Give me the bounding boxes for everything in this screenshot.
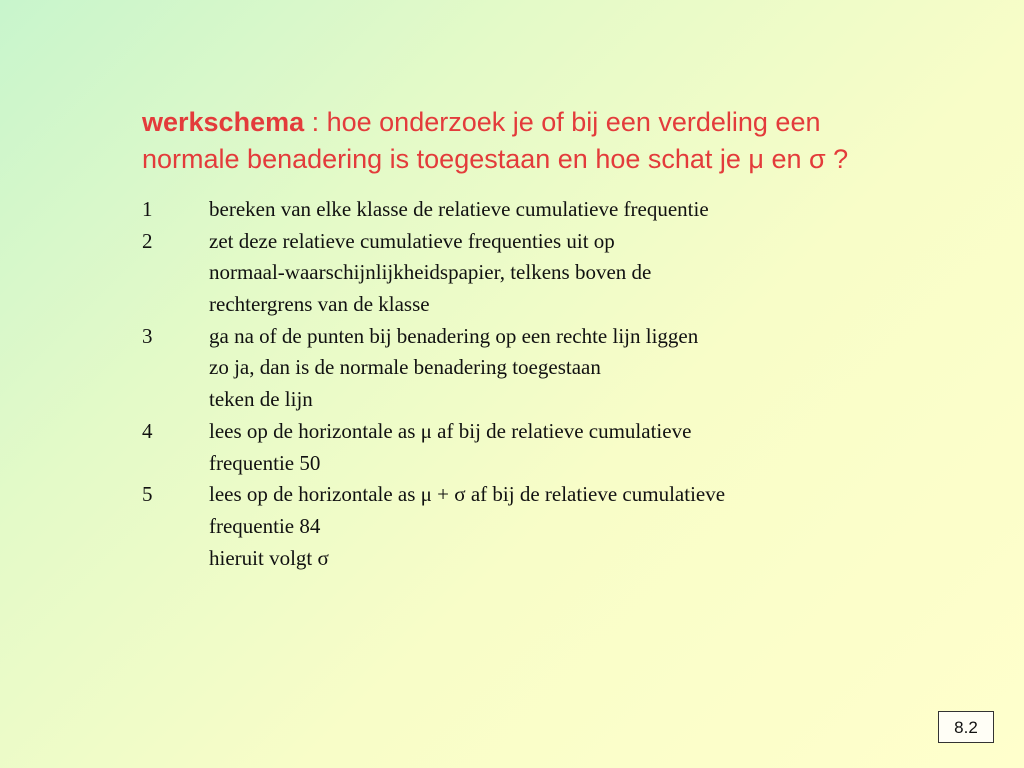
step-text: lees op de horizontale as μ + σ af bij de relatieve cumulatieve: [209, 482, 726, 507]
steps-list: [142, 194, 962, 574]
step-text: zo ja, dan is de normale benadering toegestaan: [209, 355, 601, 380]
list-item: [142, 416, 962, 448]
step-number: [142, 289, 209, 321]
step-text: ga na of de punten bij benadering op een rechte lijn liggen: [209, 323, 699, 348]
step-text: frequentie 50: [209, 450, 321, 475]
step-number: 3: [142, 323, 153, 348]
step-text: hieruit volgt σ: [209, 545, 329, 570]
list-item: [142, 384, 962, 416]
step-text: frequentie 84: [209, 513, 321, 538]
list-item: [142, 321, 962, 353]
step-number: 4: [142, 418, 153, 443]
list-item: [142, 352, 962, 384]
step-number: [142, 384, 209, 416]
list-item: [142, 194, 962, 226]
step-text: lees op de horizontale as μ af bij de relatieve cumulatieve: [209, 418, 692, 443]
list-item: [142, 226, 962, 258]
list-item: [142, 543, 962, 575]
step-text: normaal-waarschijnlijkheidspapier, telkens boven de: [209, 260, 652, 285]
title-keyword: werkschema: [142, 107, 305, 137]
list-item: [142, 257, 962, 289]
list-item: [142, 511, 962, 543]
step-text: rechtergrens van de klasse: [209, 292, 430, 317]
step-number: 5: [142, 482, 153, 507]
slide-title: [142, 104, 982, 178]
title-rest: : hoe onderzoek je of bij een verdeling een: [304, 107, 821, 137]
title-line-2: normale benadering is toegestaan en hoe schat je μ en σ ?: [142, 144, 849, 174]
list-item: [142, 289, 962, 321]
step-text: zet deze relatieve cumulatieve frequenties uit op: [209, 228, 615, 253]
step-text: teken de lijn: [209, 387, 313, 412]
step-number: [142, 511, 209, 543]
page-number-badge: 8.2: [938, 711, 994, 743]
step-number: 2: [142, 228, 153, 253]
step-number: [142, 543, 209, 575]
step-number: [142, 448, 209, 480]
list-item: [142, 448, 962, 480]
list-item: [142, 479, 962, 511]
step-number: 1: [142, 197, 153, 221]
step-number: [142, 257, 209, 289]
step-text: bereken van elke klasse de relatieve cumulatieve frequentie: [209, 197, 709, 221]
step-number: [142, 352, 209, 384]
